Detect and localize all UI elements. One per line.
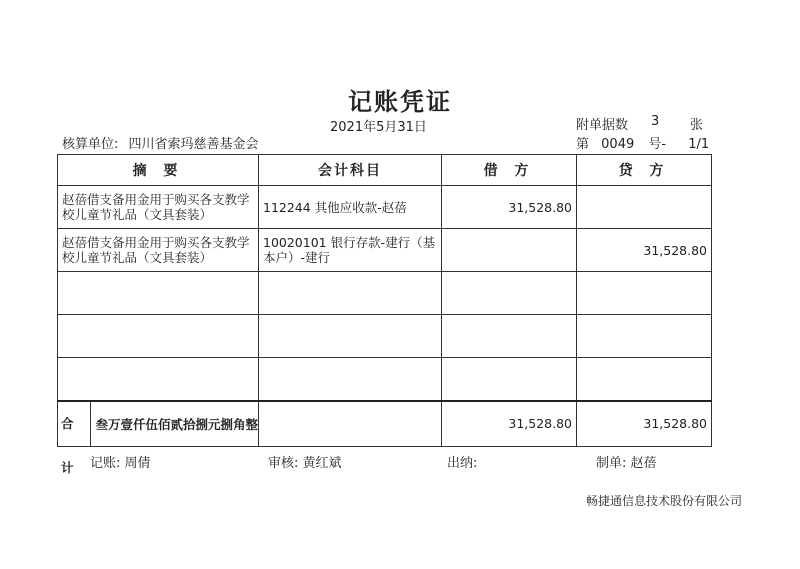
- software-company: 畅捷通信息技术股份有限公司: [586, 494, 743, 508]
- row-account: 10020101 银行存款-建行（基本户）-建行: [259, 229, 442, 272]
- row-credit: [577, 358, 712, 401]
- row-debit: 31,528.80: [442, 186, 577, 229]
- total-amount-words: 叁万壹仟伍佰贰拾捌元捌角整: [95, 416, 258, 432]
- row-debit: [442, 229, 577, 272]
- row-summary: 赵蓓借支备用金用于购买各支教学校儿童节礼品（文具套装）: [58, 229, 259, 272]
- header-debit: 借 方: [442, 155, 577, 186]
- voucher-title: 记账凭证: [348, 88, 452, 116]
- row-debit: [442, 315, 577, 358]
- row-credit: [577, 186, 712, 229]
- row-summary: [58, 315, 259, 358]
- footer-cashier: 出纳:: [447, 456, 478, 471]
- voucher-number-value: 0049: [601, 137, 635, 152]
- footer-reviewer: 审核: 黄红斌: [268, 456, 342, 471]
- row-credit: [577, 315, 712, 358]
- row-account: [259, 272, 442, 315]
- accounting-unit-value: 四川省索玛慈善基金会: [128, 137, 259, 152]
- footer-bookkeeper: 记账: 周倩: [90, 456, 151, 471]
- accounting-unit: [62, 133, 259, 152]
- row-account: [259, 358, 442, 401]
- table-row: [58, 229, 712, 272]
- table-row: [58, 358, 712, 401]
- accounting-unit-label: 核算单位:: [62, 137, 119, 152]
- total-debit: 31,528.80: [442, 401, 577, 447]
- voucher-date: 2021年5月31日: [330, 120, 427, 135]
- row-credit: [577, 272, 712, 315]
- row-credit: 31,528.80: [577, 229, 712, 272]
- header-summary: 摘 要: [58, 155, 259, 186]
- table-row: [58, 272, 712, 315]
- attachment-unit: 张: [690, 118, 704, 133]
- row-summary: [58, 358, 259, 401]
- row-debit: [442, 358, 577, 401]
- voucher-number-label: 第: [576, 137, 590, 152]
- row-debit: [442, 272, 577, 315]
- total-empty-cell: [259, 401, 442, 447]
- row-summary: [58, 272, 259, 315]
- total-row: [58, 401, 712, 447]
- footer-preparer: 制单: 赵蓓: [596, 456, 657, 471]
- table-header-row: [58, 155, 712, 186]
- voucher-page: 1/1: [688, 137, 710, 152]
- attachment-label: 附单据数: [576, 118, 629, 133]
- total-credit: 31,528.80: [577, 401, 712, 447]
- header-credit: 贷 方: [577, 155, 712, 186]
- row-account: 112244 其他应收款-赵蓓: [259, 186, 442, 229]
- table-row: [58, 315, 712, 358]
- attachment-count: 3: [651, 114, 660, 129]
- row-summary: 赵蓓借支备用金用于购买各支教学校儿童节礼品（文具套装）: [58, 186, 259, 229]
- header-account: 会计科目: [259, 155, 442, 186]
- voucher-number: [576, 133, 709, 152]
- voucher-number-suffix: 号-: [648, 137, 667, 152]
- table-row: [58, 186, 712, 229]
- total-label: 合 计: [58, 402, 91, 446]
- row-account: [259, 315, 442, 358]
